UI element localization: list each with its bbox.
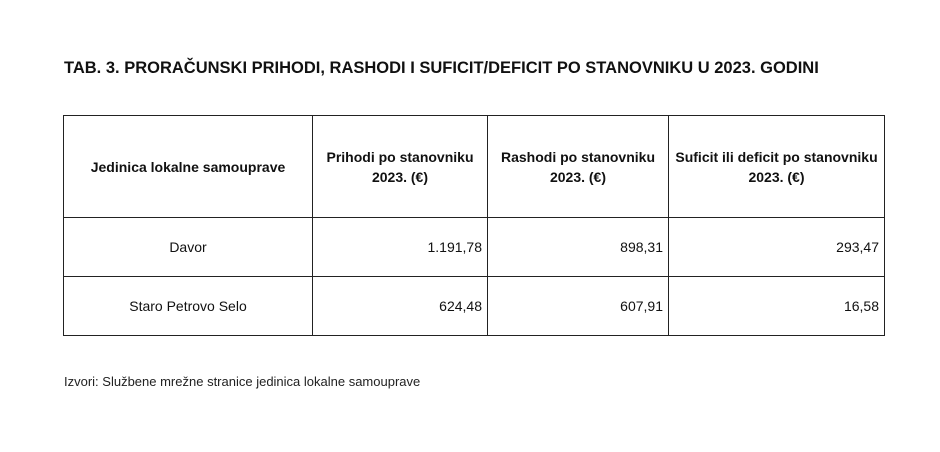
header-row [64, 116, 885, 218]
municipality-name: Davor [64, 218, 313, 277]
source-note: Izvori: Službene mrežne stranice jedinica lokalne samouprave [64, 374, 421, 389]
surplus-value: 293,47 [669, 218, 885, 277]
table-row [64, 218, 885, 277]
header-revenue: Prihodi po stanovniku 2023. (€) [313, 116, 488, 218]
expenditure-value: 898,31 [488, 218, 669, 277]
municipality-name: Staro Petrovo Selo [64, 277, 313, 336]
table-row [64, 277, 885, 336]
expenditure-value: 607,91 [488, 277, 669, 336]
budget-table [63, 115, 885, 336]
header-municipality: Jedinica lokalne samouprave [64, 116, 313, 218]
table-title: TAB. 3. PRORAČUNSKI PRIHODI, RASHODI I SUFICIT/DEFICIT PO STANOVNIKU U 2023. GODINI [64, 59, 819, 77]
revenue-value: 624,48 [313, 277, 488, 336]
header-expenditure: Rashodi po stanovniku 2023. (€) [488, 116, 669, 218]
surplus-value: 16,58 [669, 277, 885, 336]
revenue-value: 1.191,78 [313, 218, 488, 277]
header-surplus-deficit: Suficit ili deficit po stanovniku 2023. (€) [669, 116, 885, 218]
